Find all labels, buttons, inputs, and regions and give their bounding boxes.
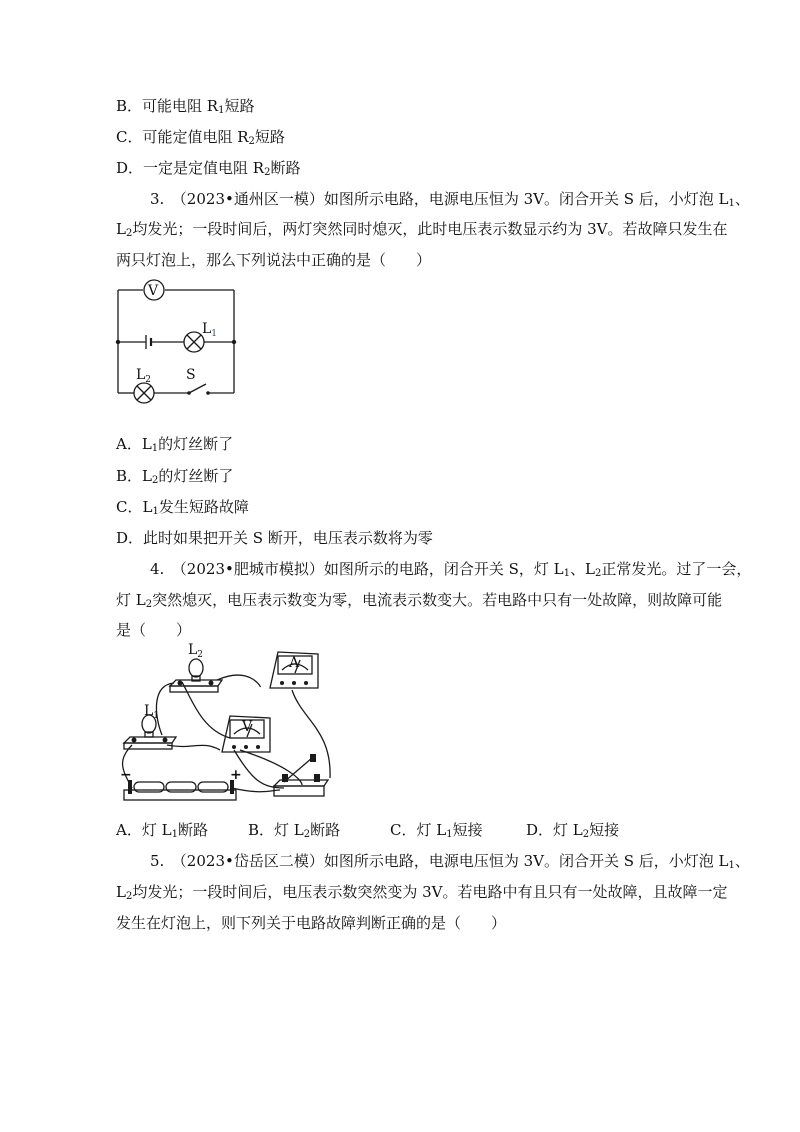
battery-icon [124, 780, 236, 800]
q5-line-1: 5. （2023•岱岳区二模）如图所示电路，电源电压恒为 3V。闭合开关 S 后，小灯泡 $L_1$、 [150, 852, 750, 871]
q4-options-row [0, 820, 800, 840]
q3-option-a: A．$L_1$的灯丝断了 [116, 435, 234, 454]
q4-lamp2-label: $L_2$ [188, 642, 204, 660]
switch-icon [274, 754, 328, 796]
q5-line-2: $L_2$均发光；一段时间后，电压表示数突然变为 3V。若电路中有且只有一处故障，且故障一定 [116, 883, 728, 902]
q4-line-3: 是（ ） [116, 621, 192, 639]
option-b: B．可能电阻 $R_1$短路 [116, 97, 255, 116]
q4-option-a: A．灯 $L_1$断路 [116, 821, 208, 840]
option-c: C．可能定值电阻 $R_2$短路 [116, 128, 285, 147]
q3-option-b: B．$L_2$的灯丝断了 [116, 467, 234, 486]
q3-switch-label: S [186, 367, 196, 383]
battery-minus-label: − [120, 767, 132, 783]
option-d: D．一定是定值电阻 $R_2$断路 [116, 159, 301, 178]
q4-line-1: 4. （2023•肥城市模拟）如图所示的电路，闭合开关 S，灯 $L_1$、$L_2$正常发光。过了一会， [150, 560, 752, 579]
q3-line-1: 3. （2023•通州区一模）如图所示电路，电源电压恒为 3V。闭合开关 S 后，小灯泡 $L_1$、 [150, 190, 750, 209]
q3-lamp2-label: $L_2$ [136, 367, 152, 385]
q4-option-c: C．灯 $L_1$短接 [390, 821, 483, 840]
q5-line-3: 发生在灯泡上，则下列关于电路故障判断正确的是（ ） [116, 914, 507, 932]
battery-plus-label: + [230, 767, 242, 783]
q3-voltmeter-label: V [148, 283, 159, 299]
lamp-l1-icon [124, 715, 176, 749]
q3-circuit-diagram [110, 275, 245, 410]
switch-icon [189, 384, 206, 393]
q4-ammeter-label: A [289, 655, 300, 671]
q3-lamp1-label: $L_1$ [202, 321, 218, 339]
q3-line-3: 两只灯泡上，那么下列说法中正确的是（ ） [116, 251, 432, 269]
q4-voltmeter-label: V [242, 719, 253, 735]
q4-lamp1-label: $L_1$ [144, 703, 160, 721]
q4-line-2: 灯 $L_2$突然熄灭，电压表示数变为零，电流表示数变大。若电路中只有一处故障，则故障可能 [116, 591, 723, 610]
lamp-l2-icon [170, 659, 222, 692]
q3-option-c: C．$L_1$发生短路故障 [116, 498, 249, 517]
q3-option-d: D．此时如果把开关 S 断开，电压表示数将为零 [116, 529, 433, 547]
q4-circuit-illustration [112, 640, 352, 812]
q3-line-2: $L_2$均发光；一段时间后，两灯突然同时熄灭，此时电压表示数显示约为 3V。若故障只发生在 [116, 220, 728, 239]
q4-option-d: D．灯 $L_2$短接 [526, 821, 620, 840]
q4-option-b: B．灯 $L_2$断路 [248, 821, 341, 840]
